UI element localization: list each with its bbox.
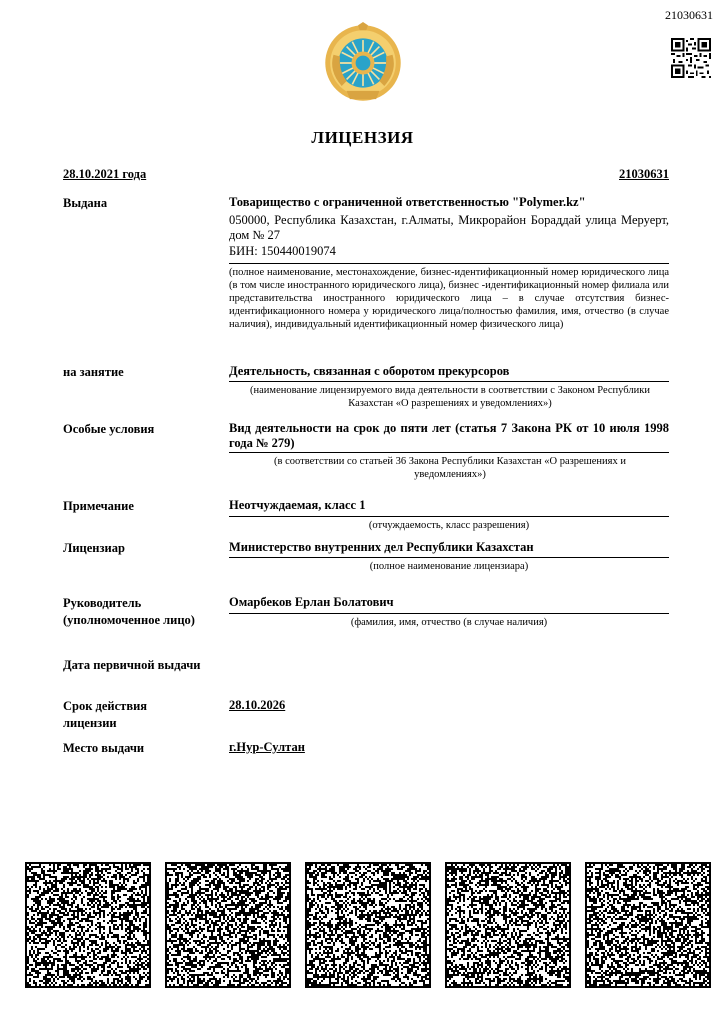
licensor-label: Лицензиар — [63, 541, 125, 555]
place-value: г.Нур-Султан — [229, 740, 305, 754]
validity-label-line2: лицензии — [63, 716, 117, 730]
special-conditions-note: (в соответствии со статьей 36 Закона Республики Казахстан «О разрешениях и уведомлениях») — [274, 456, 626, 480]
divider — [229, 263, 669, 264]
qr-code-icon — [25, 862, 151, 988]
special-conditions-value: Вид деятельности на срок до пяти лет (статья 7 Закона РК от 10 июля 1998 года № 279) — [229, 421, 669, 450]
issued-to-label: Выдана — [63, 196, 108, 210]
remark-label: Примечание — [63, 499, 134, 513]
remark-note: (отчуждаемость, класс разрешения) — [368, 520, 530, 531]
state-emblem-icon — [322, 22, 404, 104]
validity-label-line1: Срок действия — [63, 699, 148, 713]
divider — [229, 452, 669, 453]
divider — [229, 557, 669, 558]
licensor-value: Министерство внутренних дел Республики Казахстан — [229, 540, 534, 554]
divider — [229, 516, 669, 517]
head-label-line2: (уполномоченное лицо) — [63, 613, 195, 627]
divider — [229, 381, 669, 382]
licensor-note: (полное наименование лицензиара) — [369, 561, 529, 572]
activity-value: Деятельность, связанная с оборотом прекурсоров — [229, 364, 510, 378]
issued-to-note: (полное наименование, местонахождение, бизнес-идентификационный номер юридического лица (в том числе иностранного юридического лица), бизнес -идентификационный номер филиала или представительства иностранного юридического лица – в случае отсутствия бизнес-идентификационного номера у юридического лица/полностью фамилия, имя, отчество (в случае наличия), индивидуальный идентификационный номер физического лица) — [229, 267, 669, 330]
special-conditions-label: Особые условия — [63, 422, 155, 436]
place-label: Место выдачи — [63, 741, 145, 755]
remark-value: Неотчуждаемая, класс 1 — [229, 498, 366, 512]
qr-code-icon — [165, 862, 291, 988]
activity-label: на занятие — [63, 365, 124, 379]
activity-note: (наименование лицензируемого вида деятельности в соответствии с Законом Республики Казахстан «О разрешениях и уведомлениях») — [250, 385, 650, 409]
page-title: ЛИЦЕНЗИЯ — [311, 128, 414, 147]
issued-to-bin: БИН: 150440019074 — [229, 244, 336, 258]
head-value: Омарбеков Ерлан Болатович — [229, 595, 394, 609]
divider — [229, 613, 669, 614]
qr-code-icon — [585, 862, 711, 988]
issue-date: 28.10.2021 года — [63, 167, 147, 181]
qr-code-icon — [671, 38, 711, 78]
head-note: (фамилия, имя, отчество (в случае наличия) — [350, 617, 548, 628]
issued-to-name: Товарищество с ограниченной ответственностью "Polymer.kz" — [229, 195, 586, 209]
document-number-top: 21030631 — [665, 8, 713, 22]
qr-code-icon — [305, 862, 431, 988]
qr-code-icon — [445, 862, 571, 988]
head-label-line1: Руководитель — [63, 596, 142, 610]
validity-value: 28.10.2026 — [229, 698, 286, 712]
license-number: 21030631 — [619, 167, 669, 181]
issued-to-address: 050000, Республика Казахстан, г.Алматы, Микрорайон Бораддай улица Меруерт, дом № 27 — [229, 213, 669, 242]
first-issue-label: Дата первичной выдачи — [63, 658, 201, 672]
